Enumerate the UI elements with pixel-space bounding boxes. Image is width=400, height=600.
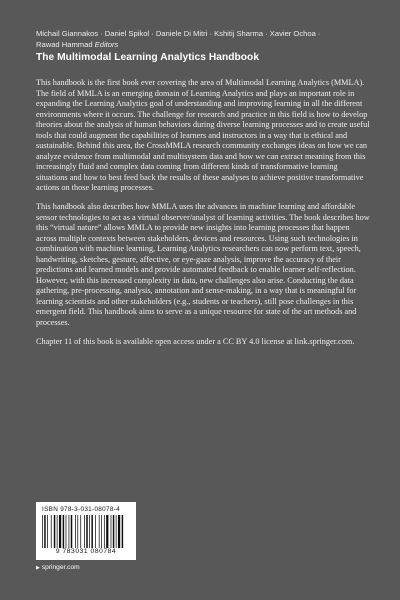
publisher-url: springer.com <box>41 564 80 571</box>
arrow-right-icon: ▶ <box>36 564 40 571</box>
isbn-number: ISBN 978-3-031-08078-4 <box>42 506 121 513</box>
publisher-link[interactable] <box>36 564 80 571</box>
editors-block <box>36 28 376 50</box>
editors-line-2 <box>36 39 376 50</box>
editors-line-1: Michail Giannakos · Daniel Spikol · Daniele Di Mitri · Kshitij Sharma · Xavier Ochoa · <box>36 29 321 38</box>
book-title: The Multimodal Learning Analytics Handbook <box>36 52 260 63</box>
blurb-paragraph-1: This handbook is the first book ever covering the area of Multimodal Learning Analytics (MMLA). The field of MMLA is an emerging domain of Learning Analytics and plays an important role in expanding the Learning Analytics goal of understanding and improving learning in all the different environments where it occurs. The challenge for research and practice in this field is how to develop theories about the analysis of human behaviors during diverse learning processes and to create useful tools that could augment the capabilities of learners and instructors in a way that is ethical and sustainable. Behind this area, the CrossMMLA research community exchanges ideas on how we can analyze evidence from multimodal and multisystem data and how we can extract meaning from this increasingly fluid and complex data coming from different kinds of transformative learning situations and how to best feed back the results of these analyses to achieve positive transformative actions on those learning processes. <box>36 78 370 192</box>
blurb-paragraph-3: Chapter 11 of this book is available open access under a CC BY 4.0 license at link.springer.com. <box>36 336 355 346</box>
isbn-barcode-box <box>36 502 136 560</box>
editors-role: Editors <box>94 40 119 49</box>
editors-names: Rawad Hammad <box>36 40 95 49</box>
barcode-digits: 9 783031 080784 <box>55 548 117 555</box>
barcode-icon <box>42 515 130 548</box>
blurb-text <box>36 78 370 356</box>
blurb-paragraph-2: This handbook also describes how MMLA uses the advances in machine learning and affordable sensor technologies to act as a virtual observer/analyst of learning activities. The book describes how this “virtual nature” allows MMLA to provide new insights into learning processes that happen across multiple contexts between stakeholders, devices and resources. Using such technologies in combination with machine learning, Learning Analytics researchers can now perform text, speech, handwriting, sketches, gesture, affective, or eye-gaze analysis, improve the accuracy of their predictions and learned models and provide automated feedback to enable learner self-reflection. However, with this increased complexity in data, new challenges also arise. Conducting the data gathering, pre-processing, analysis, annotation and sense-making, in a way that is meaningful for learning scientists and other stakeholders (e.g., students or teachers), still pose challenges in this emergent field. This handbook aims to serve as a unique resource for state of the art methods and processes. <box>36 202 370 327</box>
